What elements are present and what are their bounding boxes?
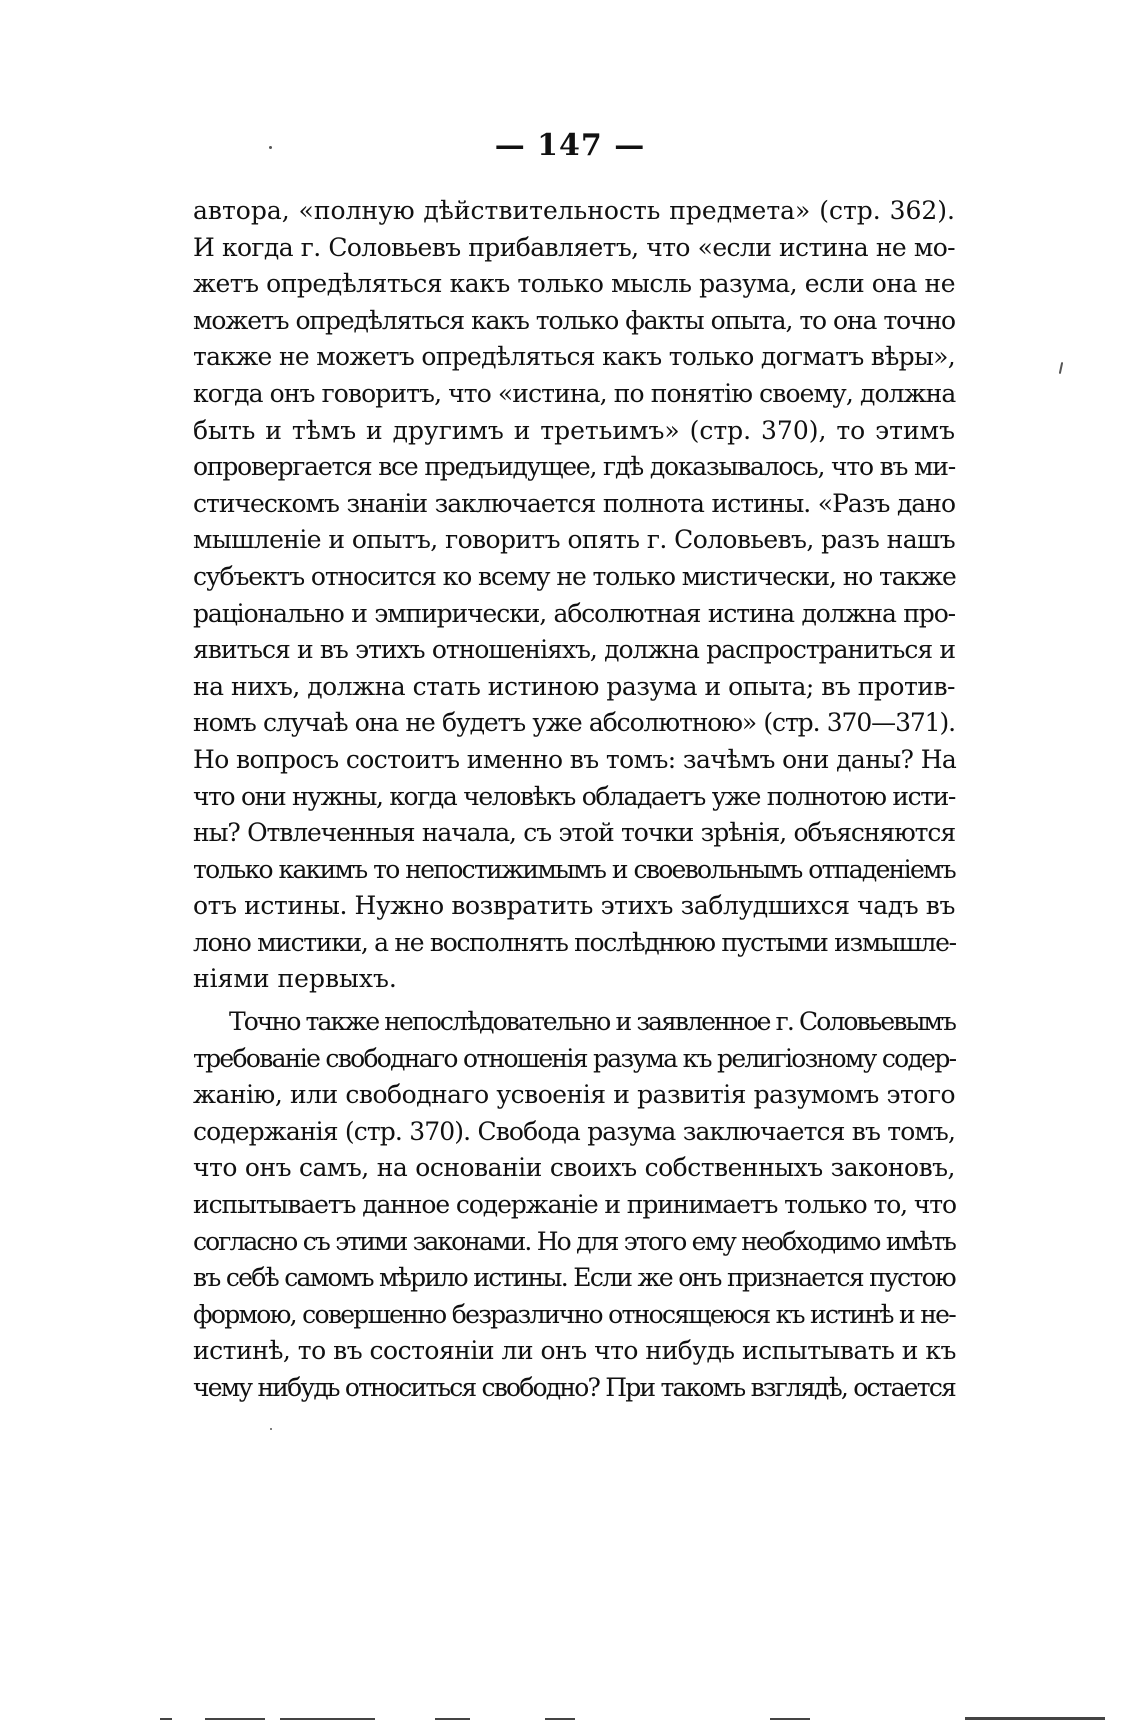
text-line: Точно также непослѣдовательно и заявленное г. Соловьевымъ [229,1007,955,1037]
text-line: только какимъ то непостижимымъ и своевольнымъ отпаденіемъ [193,854,955,884]
text-line: ніями первыхъ. [193,964,397,994]
text-line: жанію, или свободнаго усвоенія и развитія разумомъ этого [193,1080,955,1110]
text-line: въ себѣ самомъ мѣрило истины. Если же онъ признается пустою [193,1263,955,1293]
text-line: содержанія (стр. 370). Свобода разума заключается въ томъ, [193,1116,955,1146]
text-line: что они нужны, когда человѣкъ обладаетъ уже полнотою исти- [193,781,955,811]
text-line: номъ случаѣ она не будетъ уже абсолютною» (стр. 370—371). [193,708,955,738]
text-line: испытываетъ данное содержаніе и принимаетъ только то, что [193,1190,956,1220]
text-line: можетъ опредѣляться какъ только факты опыта, то она точно [193,305,955,335]
text-line: согласно съ этими законами. Но для этого ему необходимо имѣть [193,1226,955,1256]
text-line: мышленіе и опытъ, говоритъ опять г. Соловьевъ, разъ нашъ [193,525,955,555]
paragraph-2 [193,1004,955,1407]
text-line: И когда г. Соловьевъ прибавляетъ, что «если истина не мо- [193,232,955,262]
text-line: также не можетъ опредѣляться какъ только догматъ вѣры», [193,342,955,372]
text-line: истинѣ, то въ состояніи ли онъ что нибудь испытывать и къ [193,1336,956,1366]
scan-speck [270,1428,272,1430]
text-line: опровергается все предъидущее, гдѣ доказывалось, что въ ми- [193,452,955,482]
scan-edge-mark [435,1718,470,1720]
body-text [193,193,955,1407]
paragraph-1 [193,193,955,998]
text-line: отъ истины. Нужно возвратить этихъ заблудшихся чадъ въ [193,891,955,921]
text-line: формою, совершенно безразлично относящеюся къ истинѣ и не- [193,1299,955,1329]
scan-edge-mark [545,1718,575,1720]
text-line: субъектъ относится ко всему не только мистически, но также [193,561,956,591]
text-line: лоно мистики, а не восполнять послѣднюю пустыми измышле- [193,927,956,957]
page-number: — 147 — [494,128,646,163]
scan-speck [1059,362,1063,374]
text-line: раціонально и эмпирически, абсолютная истина должна про- [193,598,955,628]
text-line: что онъ самъ, на основаніи своихъ собственныхъ законовъ, [193,1153,955,1183]
text-line: чему нибудь относиться свободно? При такомъ взглядѣ, остается [193,1373,955,1402]
text-line: Но вопросъ состоитъ именно въ томъ: зачѣмъ они даны? На [193,744,957,774]
scan-edge-mark [965,1717,1105,1720]
text-line: быть и тѣмъ и другимъ и третьимъ» (стр. 370), то этимъ [193,415,955,445]
scan-edge-mark [160,1718,172,1720]
text-line: когда онъ говоритъ, что «истина, по понятію своему, должна [193,378,956,408]
text-line: жетъ опредѣляться какъ только мысль разума, если она не [193,269,955,299]
text-line: ны? Отвлеченныя начала, съ этой точки зрѣнія, объясняются [193,818,955,848]
text-line: на нихъ, должна стать истиною разума и опыта; въ против- [193,671,955,701]
scan-speck [269,146,272,149]
text-line: требованіе свободнаго отношенія разума къ религіозному содер- [193,1043,956,1073]
text-line: автора, «полную дѣйствительность предмета» (стр. 362). [193,196,955,225]
scan-edge-mark [770,1718,810,1720]
scan-edge-mark [280,1718,375,1720]
text-line: явиться и въ этихъ отношеніяхъ, должна распространиться и [193,635,955,665]
text-line: стическомъ знаніи заключается полнота истины. «Разъ дано [193,488,955,518]
scan-edge-mark [205,1718,265,1720]
